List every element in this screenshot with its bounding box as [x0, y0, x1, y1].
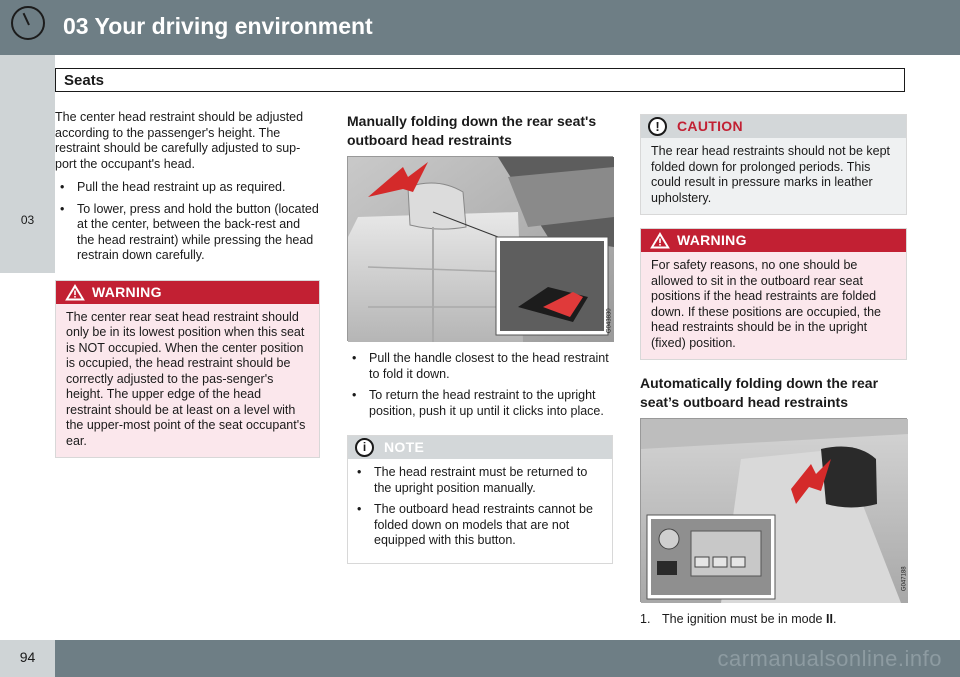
warning-title: WARNING	[677, 232, 747, 248]
note-body	[348, 459, 612, 563]
image-code: G043830	[606, 308, 613, 334]
chapter-sidebar	[0, 55, 55, 273]
gauge-icon	[11, 6, 45, 40]
chapter-title: 03 Your driving environment	[63, 13, 373, 39]
headrest-illustration	[641, 419, 908, 603]
column-right	[640, 101, 907, 628]
header-corner	[0, 0, 55, 55]
warning-text: The center rear seat head restraint should only be in its lowest position when this seat is NOT occupied. When the center position is occupied, the head restraint should be correctly adjusted to the pas-senger's height. The upper edge of the head restraint should be at least on a level with the upper-most point of the seat occupant's ear.	[56, 304, 319, 458]
sidebar-chapter-number: 03	[20, 213, 35, 227]
watermark: carmanualsonline.info	[717, 646, 942, 671]
page-number: 94	[19, 649, 36, 665]
rear-seat-photo	[347, 156, 613, 341]
auto-fold-heading: Automatically folding down the rear seat’s outboard head restraints	[640, 375, 879, 410]
auto-fold-steps	[640, 612, 907, 628]
caution-title: CAUTION	[677, 118, 743, 134]
column-middle	[347, 112, 613, 564]
intro-paragraph: The center head restraint should be adjusted according to the passenger's height. The restraint should be carefully adjusted to sup-port the occupant's head.	[55, 110, 304, 171]
adjust-bullet-list	[55, 180, 320, 264]
warning-triangle-icon	[65, 284, 85, 301]
rear-seat-illustration	[348, 157, 614, 342]
warning-title: WARNING	[92, 283, 162, 300]
list-item: • To return the head restraint to the upright position, push it up until it clicks into place.	[347, 388, 613, 419]
note-title: NOTE	[384, 439, 425, 455]
list-item: • To lower, press and hold the button (located at the center, between the back-rest and the head restraint) while pressing the head restrain down carefully.	[55, 202, 320, 264]
exclamation-icon: !	[648, 117, 667, 136]
warning-box	[55, 280, 320, 459]
step-item	[640, 612, 907, 628]
caution-text: The rear head restraints should not be kept folded down for prolonged periods. This could result in pressure marks in leather upholstery.	[641, 138, 906, 214]
info-icon: i	[355, 438, 374, 457]
list-item: • Pull the handle closest to the head restraint to fold it down.	[347, 351, 613, 382]
warning-text: For safety reasons, no one should be allowed to sit in the outboard rear seat positions if the head restraints are folded down. If these positions are occupied, the head restraints should be in the upright (fixed) position.	[641, 252, 906, 359]
section-title: Seats	[64, 72, 105, 89]
step-text-end: .	[832, 612, 837, 626]
note-box	[347, 435, 613, 564]
step-text: The ignition must be in mode	[662, 612, 826, 626]
section-bar	[55, 68, 905, 92]
list-item: • The head restraint must be returned to the upright position manually.	[352, 465, 602, 496]
headrest-button-photo	[640, 418, 907, 602]
warning-box	[640, 228, 907, 360]
manual-fold-bullets	[347, 351, 613, 419]
column-left	[55, 110, 320, 458]
image-code: G047188	[901, 566, 908, 592]
warning-header	[56, 281, 319, 304]
caution-header	[641, 115, 906, 138]
step-number: 1.	[640, 612, 651, 626]
list-item: • The outboard head restraints cannot be folded down on models that are not equipped with this button.	[352, 502, 602, 549]
list-item: • Pull the head restraint up as required.	[55, 180, 320, 196]
warning-triangle-icon	[650, 232, 670, 249]
ignition-mode: II	[825, 612, 833, 626]
note-bullet-list	[352, 465, 602, 549]
note-header	[348, 436, 612, 459]
caution-box	[640, 114, 907, 215]
warning-header	[641, 229, 906, 252]
manual-fold-heading: Manually folding down the rear seat's outboard head restraints	[347, 113, 597, 148]
